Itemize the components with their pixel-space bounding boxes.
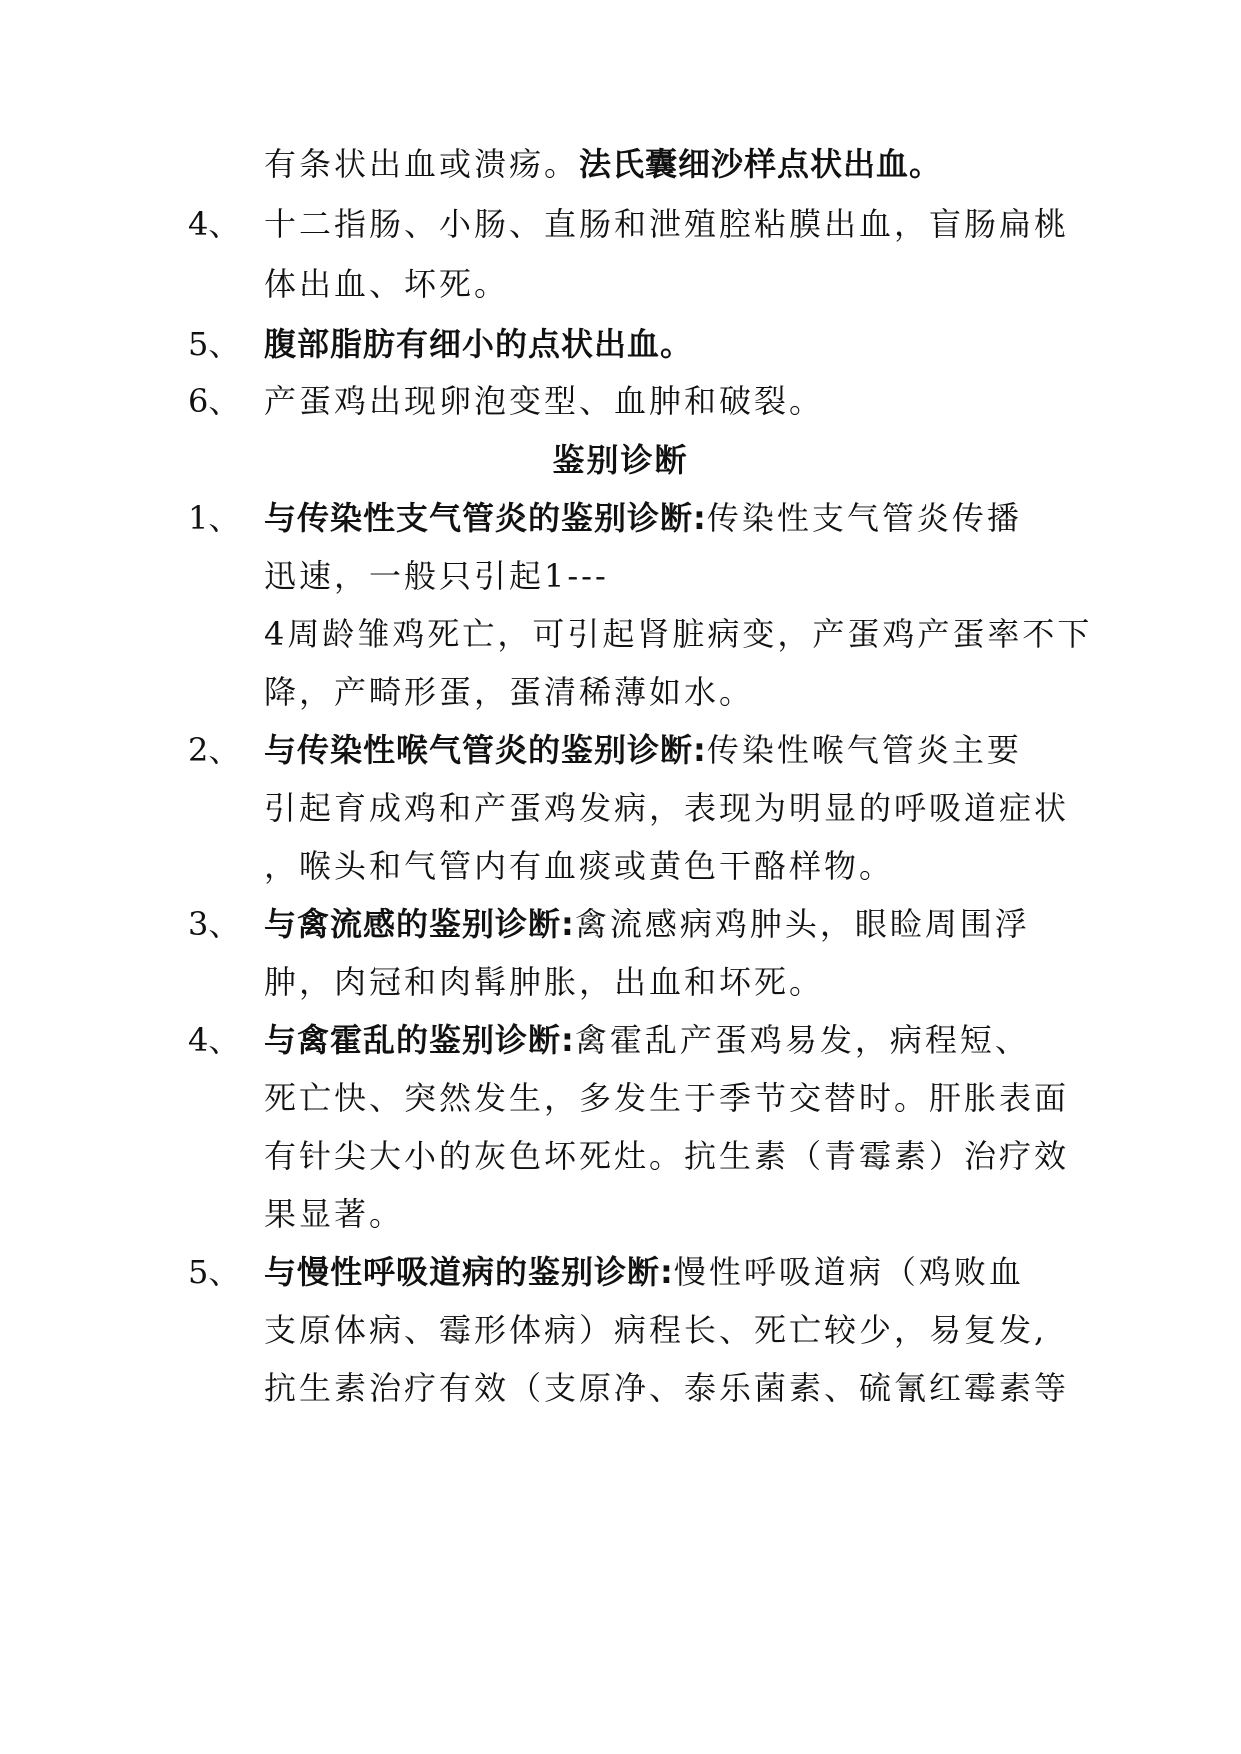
diff-item-number-3: 3、 [188, 905, 241, 943]
lesion-line-1: 有条状出血或溃疡。法氏囊细沙样点状出血。 [264, 145, 943, 183]
diff-item-2-line-3: ，喉头和气管内有血痰或黄色干酪样物。 [264, 847, 895, 885]
diff-item-2-line-2: 引起育成鸡和产蛋鸡发病，表现为明显的呼吸道症状 [264, 789, 1070, 827]
section-title: 鉴别诊断 [552, 441, 689, 479]
diff-item-4-line-4: 果显著。 [264, 1195, 405, 1233]
diff-item-1-line-4: 降，产畸形蛋，蛋清稀薄如水。 [264, 673, 755, 711]
lesion-item-number-4: 4、 [188, 205, 241, 243]
diff-item-3-line-2: 肿，肉冠和肉髯肿胀，出血和坏死。 [264, 963, 825, 1001]
diff-item-5-line-2: 支原体病、霉形体病）病程长、死亡较少，易复发, [264, 1311, 1048, 1349]
diff-item-number-2: 2、 [188, 731, 241, 769]
lesion-item-4-line-2: 体出血、坏死。 [264, 265, 510, 303]
diff-item-1-line-1: 与传染性支气管炎的鉴别诊断:传染性支气管炎传播 [264, 499, 1022, 537]
diff-item-1-line-3: 4周龄雏鸡死亡，可引起肾脏病变，产蛋鸡产蛋率不下 [264, 615, 1093, 653]
diff-item-1-line-2: 迅速，一般只引起1--- [264, 557, 609, 595]
diff-item-4-line-3: 有针尖大小的灰色坏死灶。抗生素（青霉素）治疗效 [264, 1137, 1070, 1175]
lesion-item-4-line-1: 十二指肠、小肠、直肠和泄殖腔粘膜出血，盲肠扁桃 [264, 205, 1070, 243]
diff-item-number-5: 5、 [188, 1253, 241, 1291]
diff-item-4-line-1: 与禽霍乱的鉴别诊断:禽霍乱产蛋鸡易发，病程短、 [264, 1021, 1030, 1059]
diff-item-4-line-2: 死亡快、突然发生，多发生于季节交替时。肝胀表面 [264, 1079, 1070, 1117]
lesion-item-6-line-1: 产蛋鸡出现卵泡变型、血肿和破裂。 [264, 382, 825, 420]
lesion-item-number-6: 6、 [188, 382, 241, 420]
diff-item-number-1: 1、 [188, 499, 241, 537]
diff-item-5-line-1: 与慢性呼吸道病的鉴别诊断:慢性呼吸道病（鸡败血 [264, 1253, 1024, 1291]
lesion-item-number-5: 5、 [188, 325, 241, 363]
diff-item-number-4: 4、 [188, 1021, 241, 1059]
diff-item-2-line-1: 与传染性喉气管炎的鉴别诊断:传染性喉气管炎主要 [264, 731, 1022, 769]
diff-item-3-line-1: 与禽流感的鉴别诊断:禽流感病鸡肿头，眼睑周围浮 [264, 905, 1030, 943]
diff-item-5-line-3: 抗生素治疗有效（支原净、泰乐菌素、硫氰红霉素等 [264, 1369, 1070, 1407]
lesion-item-5-line-1: 腹部脂肪有细小的点状出血。 [264, 325, 694, 363]
